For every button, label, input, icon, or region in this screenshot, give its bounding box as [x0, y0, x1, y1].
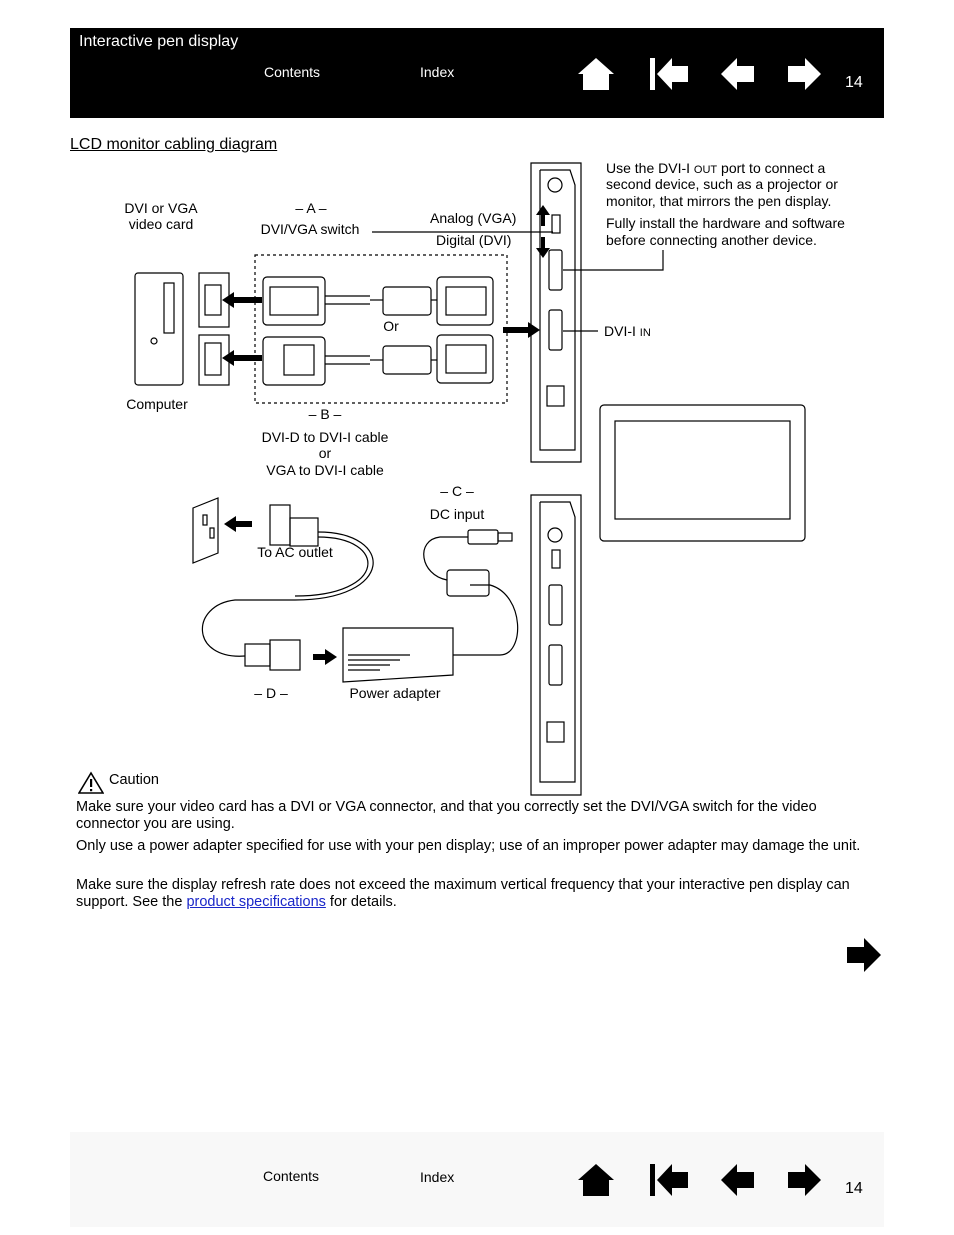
ac-outlet-label: To AC outlet — [257, 544, 333, 560]
computer-label: Computer — [126, 396, 188, 412]
monitor-illustration — [600, 405, 805, 541]
video-card-label-2: video card — [128, 216, 194, 232]
contents-link[interactable]: Contents — [263, 1168, 320, 1184]
label-a: – A – — [295, 200, 327, 216]
install-note-line-2: before connecting another device. — [606, 232, 817, 248]
index-link[interactable]: Index — [420, 64, 455, 80]
dc-input-label: DC input — [429, 506, 485, 522]
caution-paragraph-3 — [76, 877, 876, 911]
install-note-line-1: Fully install the hardware and software — [606, 215, 845, 231]
caution-paragraph-2: Only use a power adapter specified for use with your pen display; use of an improper power adapter may damage the unit. — [76, 838, 861, 854]
power-adapter-label: Power adapter — [349, 685, 441, 701]
video-card-label-1: DVI or VGA — [124, 200, 198, 216]
power-adapter-illustration — [343, 628, 453, 682]
page-number: 14 — [845, 74, 863, 91]
home-icon[interactable] — [576, 1162, 616, 1198]
dvi-in-label: DVI-I IN — [604, 323, 651, 339]
out-note-line-3: monitor, that mirrors the pen display. — [606, 193, 832, 209]
label-c: – C – — [440, 483, 474, 499]
ac-connector — [245, 644, 270, 666]
plug-illustration — [270, 505, 318, 546]
document-title: Interactive pen display — [79, 33, 239, 50]
rear-panel-top — [531, 163, 581, 462]
index-link[interactable]: Index — [420, 1169, 455, 1185]
label-d: – D – — [254, 685, 288, 701]
previous-page-icon[interactable] — [720, 1162, 756, 1198]
vga-cable-illustration — [263, 335, 493, 385]
cable-label-1: DVI-D to DVI-I cable — [261, 429, 389, 445]
rear-panel-bottom — [531, 495, 581, 795]
caution-paragraph-3-end: for details. — [329, 894, 397, 910]
section-title-link[interactable]: LCD monitor cabling diagram — [70, 136, 278, 153]
cable-or-label: or — [318, 445, 332, 461]
next-page-icon[interactable] — [845, 936, 883, 974]
contents-link[interactable]: Contents — [264, 64, 321, 80]
switch-label: DVI/VGA switch — [260, 221, 360, 237]
cable-label-2: VGA to DVI-I cable — [266, 462, 384, 478]
caution-label: Caution — [109, 772, 159, 788]
out-note-line-1: Use the DVI-I OUT port to connect a — [606, 160, 826, 176]
dvi-cable-illustration — [263, 277, 493, 325]
computer-illustration — [135, 273, 229, 385]
warning-icon — [78, 771, 104, 795]
ac-outlet-illustration — [193, 498, 218, 563]
footer-bar — [70, 1132, 884, 1227]
first-page-icon[interactable] — [650, 1162, 690, 1198]
page-number: 14 — [845, 1180, 863, 1197]
or-label: Or — [383, 318, 399, 334]
analog-label: Analog (VGA) — [430, 210, 517, 226]
product-specifications-link[interactable]: product specifications — [186, 894, 326, 910]
caution-paragraph-3-start: Make sure the display refresh rate does not exceed the maximum vertical frequency that your interactive pen display can support. See the — [76, 877, 850, 910]
digital-label: Digital (DVI) — [436, 232, 512, 248]
out-note-line-2: second device, such as a projector or — [606, 176, 838, 192]
next-page-icon[interactable] — [786, 1162, 822, 1198]
caution-paragraph-1: Make sure your video card has a DVI or VGA connector, and that you correctly set the DVI/VGA switch for the video connector you are using. — [76, 799, 817, 832]
label-b: – B – — [308, 406, 342, 422]
